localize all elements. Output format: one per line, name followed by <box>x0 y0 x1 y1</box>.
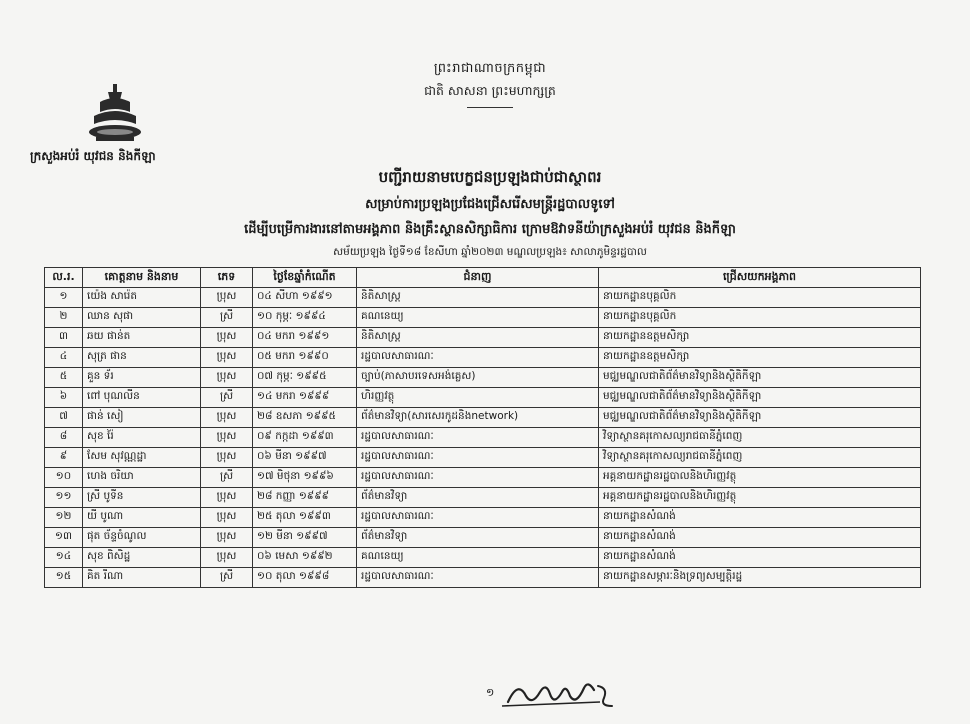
skill: រដ្ឋបាលសាធារណៈ <box>357 508 599 528</box>
skill: រដ្ឋបាលសាធារណៈ <box>357 468 599 488</box>
candidate-name: យ៉េង សារ៉េត <box>83 288 201 308</box>
assigned-department: នាយកដ្ឋានសំណង់ <box>599 508 921 528</box>
header-no: ល.រ. <box>45 268 83 288</box>
skill: ច្បាប់(ភាសាបរទេសអង់គ្លេស) <box>357 368 599 388</box>
birth-date: ១៧ មិថុនា ១៩៩៦ <box>253 468 357 488</box>
ministry-emblem-icon <box>86 82 144 144</box>
candidate-sex: ស្រី <box>201 568 253 588</box>
table-row <box>45 428 921 448</box>
candidate-sex: ស្រី <box>201 468 253 488</box>
birth-date: ០៧ កុម្ភៈ ១៩៩៥ <box>253 368 357 388</box>
candidate-name: គិត រីណា <box>83 568 201 588</box>
candidate-name: ស្រី បូទីន <box>83 488 201 508</box>
kingdom-title: ព្រះរាជាណាចក្រកម្ពុជា <box>433 61 547 76</box>
skill: ព័ត៌មានវិទ្យា <box>357 488 599 508</box>
table-header-row <box>45 268 921 288</box>
signature-mark <box>480 672 640 712</box>
candidate-name: ផាន់ សៀ <box>83 408 201 428</box>
skill: រដ្ឋបាលសាធារណៈ <box>357 568 599 588</box>
birth-date: ០៦ មេសា ១៩៩២ <box>253 548 357 568</box>
row-number: ២ <box>45 308 83 328</box>
birth-date: ០៤ មករា ១៩៩១ <box>253 328 357 348</box>
header-dob: ថ្ងៃខែឆ្នាំកំណើត <box>253 268 357 288</box>
candidate-name: ផុត ច័ន្ទចំណូល <box>83 528 201 548</box>
row-number: ៩ <box>45 448 83 468</box>
candidate-name: សុត្រ ផាន <box>83 348 201 368</box>
assigned-department: នាយកដ្ឋានសំណង់ <box>599 548 921 568</box>
birth-date: ០៥ មករា ១៩៩០ <box>253 348 357 368</box>
candidate-sex: ស្រី <box>201 308 253 328</box>
row-number: ៧ <box>45 408 83 428</box>
table-row <box>45 468 921 488</box>
row-number: ៤ <box>45 348 83 368</box>
candidate-name: គួន ទ័រ <box>83 368 201 388</box>
row-number: ១២ <box>45 508 83 528</box>
assigned-department: នាយកដ្ឋានឧត្តមសិក្សា <box>599 348 921 368</box>
candidate-name: សុខ រ៉ៃ <box>83 428 201 448</box>
assigned-department: មជ្ឈមណ្ឌលជាតិព័ត៌មានវិទ្យានិងស្ថិតិកីឡា <box>599 388 921 408</box>
candidate-name: ឈាន សុផា <box>83 308 201 328</box>
assigned-department: អគ្គនាយកដ្ឋានរដ្ឋបាលនិងហិរញ្ញវត្ថុ <box>599 468 921 488</box>
table-row <box>45 408 921 428</box>
candidate-sex: ប្រុស <box>201 288 253 308</box>
exam-session-info: សម័យប្រឡង ថ្ងៃទី១៨ ខែសីហា ឆ្នាំ២០២៣ មណ្ឌលប្រឡង៖ សាលាភូមិន្ទរដ្ឋបាល <box>333 246 647 258</box>
table-row <box>45 568 921 588</box>
kingdom-header <box>360 60 620 108</box>
birth-date: ២៨ ឧសភា ១៩៩៥ <box>253 408 357 428</box>
skill: គណនេយ្យ <box>357 308 599 328</box>
skill: និតិសាស្ត្រ <box>357 288 599 308</box>
assigned-department: វិទ្យាស្ថានគរុកោសល្យរាជធានីភ្នំពេញ <box>599 448 921 468</box>
candidate-sex: ស្រី <box>201 388 253 408</box>
candidate-name: ហេង ចរិយា <box>83 468 201 488</box>
candidate-sex: ប្រុស <box>201 488 253 508</box>
candidate-sex: ប្រុស <box>201 328 253 348</box>
header-sex: ភេទ <box>201 268 253 288</box>
assigned-department: នាយកដ្ឋានបុគ្គលិក <box>599 308 921 328</box>
table-row <box>45 528 921 548</box>
candidate-sex: ប្រុស <box>201 448 253 468</box>
candidate-name: ឆយ ផាន់ត <box>83 328 201 348</box>
skill: រដ្ឋបាលសាធារណៈ <box>357 348 599 368</box>
birth-date: ០៦ មីនា ១៩៩៧ <box>253 448 357 468</box>
candidate-table <box>44 267 921 588</box>
candidate-sex: ប្រុស <box>201 508 253 528</box>
page-number: ១ <box>486 686 495 699</box>
row-number: ៣ <box>45 328 83 348</box>
candidate-sex: ប្រុស <box>201 368 253 388</box>
national-motto: ជាតិ សាសនា ព្រះមហាក្សត្រ <box>424 83 556 98</box>
row-number: ១០ <box>45 468 83 488</box>
document-subtitle-2: ដើម្បីបម្រើការងារនៅតាមអង្គភាព និងគ្រឹះស្ថានសិក្សាធិការ ក្រោមឱវាទនីយ៉ាក្រសួងអប់រំ យុវជន និងកីឡា <box>244 222 736 237</box>
candidate-sex: ប្រុស <box>201 408 253 428</box>
table-row <box>45 328 921 348</box>
birth-date: ០៤ សីហា ១៩៩១ <box>253 288 357 308</box>
candidate-sex: ប្រុស <box>201 348 253 368</box>
birth-date: ២៥ តុលា ១៩៩៣ <box>253 508 357 528</box>
table-row <box>45 288 921 308</box>
document-titles <box>180 168 800 261</box>
table-row <box>45 548 921 568</box>
row-number: ១១ <box>45 488 83 508</box>
row-number: ១៥ <box>45 568 83 588</box>
candidate-name: សែម សុវណ្ណដ្ឋា <box>83 448 201 468</box>
header-skill: ជំនាញ <box>357 268 599 288</box>
skill: រដ្ឋបាលសាធារណៈ <box>357 448 599 468</box>
assigned-department: វិទ្យាស្ថានគរុកោសល្យរាជធានីភ្នំពេញ <box>599 428 921 448</box>
table-body <box>45 288 921 588</box>
header-department: ជ្រើសយកអង្គភាព <box>599 268 921 288</box>
row-number: ៨ <box>45 428 83 448</box>
assigned-department: នាយកដ្ឋានសម្ភារៈនិងទ្រព្យសម្បត្តិរដ្ឋ <box>599 568 921 588</box>
table-row <box>45 308 921 328</box>
document-title: បញ្ជីរាយនាមបេក្ខជនប្រឡងជាប់ជាស្ថាពរ <box>378 168 602 186</box>
birth-date: ១០ តុលា ១៩៩៨ <box>253 568 357 588</box>
assigned-department: មជ្ឈមណ្ឌលជាតិព័ត៌មានវិទ្យានិងស្ថិតិកីឡា <box>599 408 921 428</box>
assigned-department: នាយកដ្ឋានឧត្តមសិក្សា <box>599 328 921 348</box>
skill: គណនេយ្យ <box>357 548 599 568</box>
table-row <box>45 448 921 468</box>
ornament-divider <box>467 107 513 108</box>
table-row <box>45 388 921 408</box>
candidate-name: ពៅ បុណលីន <box>83 388 201 408</box>
header-name: គោត្តនាម និងនាម <box>83 268 201 288</box>
row-number: ១ <box>45 288 83 308</box>
table-row <box>45 368 921 388</box>
row-number: ១៣ <box>45 528 83 548</box>
candidate-sex: ប្រុស <box>201 528 253 548</box>
skill: និតិសាស្ត្រ <box>357 328 599 348</box>
assigned-department: អគ្គនាយកដ្ឋានរដ្ឋបាលនិងហិរញ្ញវត្ថុ <box>599 488 921 508</box>
skill: ហិរញ្ញវត្ថុ <box>357 388 599 408</box>
table-row <box>45 488 921 508</box>
row-number: ១៤ <box>45 548 83 568</box>
row-number: ៥ <box>45 368 83 388</box>
skill: ព័ត៌មានវិទ្យា(សារសេរកូដនិងnetwork) <box>357 408 599 428</box>
table-row <box>45 348 921 368</box>
row-number: ៦ <box>45 388 83 408</box>
birth-date: ២៨ កញ្ញា ១៩៩៩ <box>253 488 357 508</box>
birth-date: ១២ មីនា ១៩៩៧ <box>253 528 357 548</box>
candidate-name: យី បូណា <box>83 508 201 528</box>
candidate-sex: ប្រុស <box>201 428 253 448</box>
document-subtitle-1: សម្រាប់ការប្រឡងប្រជែងជ្រើសរើសមន្ត្រីរដ្ឋបាលទូទៅ <box>365 197 615 212</box>
birth-date: ០៩ កក្កដា ១៩៩៣ <box>253 428 357 448</box>
skill: រដ្ឋបាលសាធារណៈ <box>357 428 599 448</box>
birth-date: ១០ កុម្ភៈ ១៩៩៤ <box>253 308 357 328</box>
assigned-department: មជ្ឈមណ្ឌលជាតិព័ត៌មានវិទ្យានិងស្ថិតិកីឡា <box>599 368 921 388</box>
candidate-name: សុខ ពិសិដ្ឋ <box>83 548 201 568</box>
birth-date: ១៤ មករា ១៩៩៩ <box>253 388 357 408</box>
ministry-name: ក្រសួងអប់រំ យុវជន និងកីឡា <box>30 149 156 163</box>
assigned-department: នាយកដ្ឋានបុគ្គលិក <box>599 288 921 308</box>
skill: ព័ត៌មានវិទ្យា <box>357 528 599 548</box>
table-row <box>45 508 921 528</box>
candidate-sex: ប្រុស <box>201 548 253 568</box>
assigned-department: នាយកដ្ឋានសំណង់ <box>599 528 921 548</box>
